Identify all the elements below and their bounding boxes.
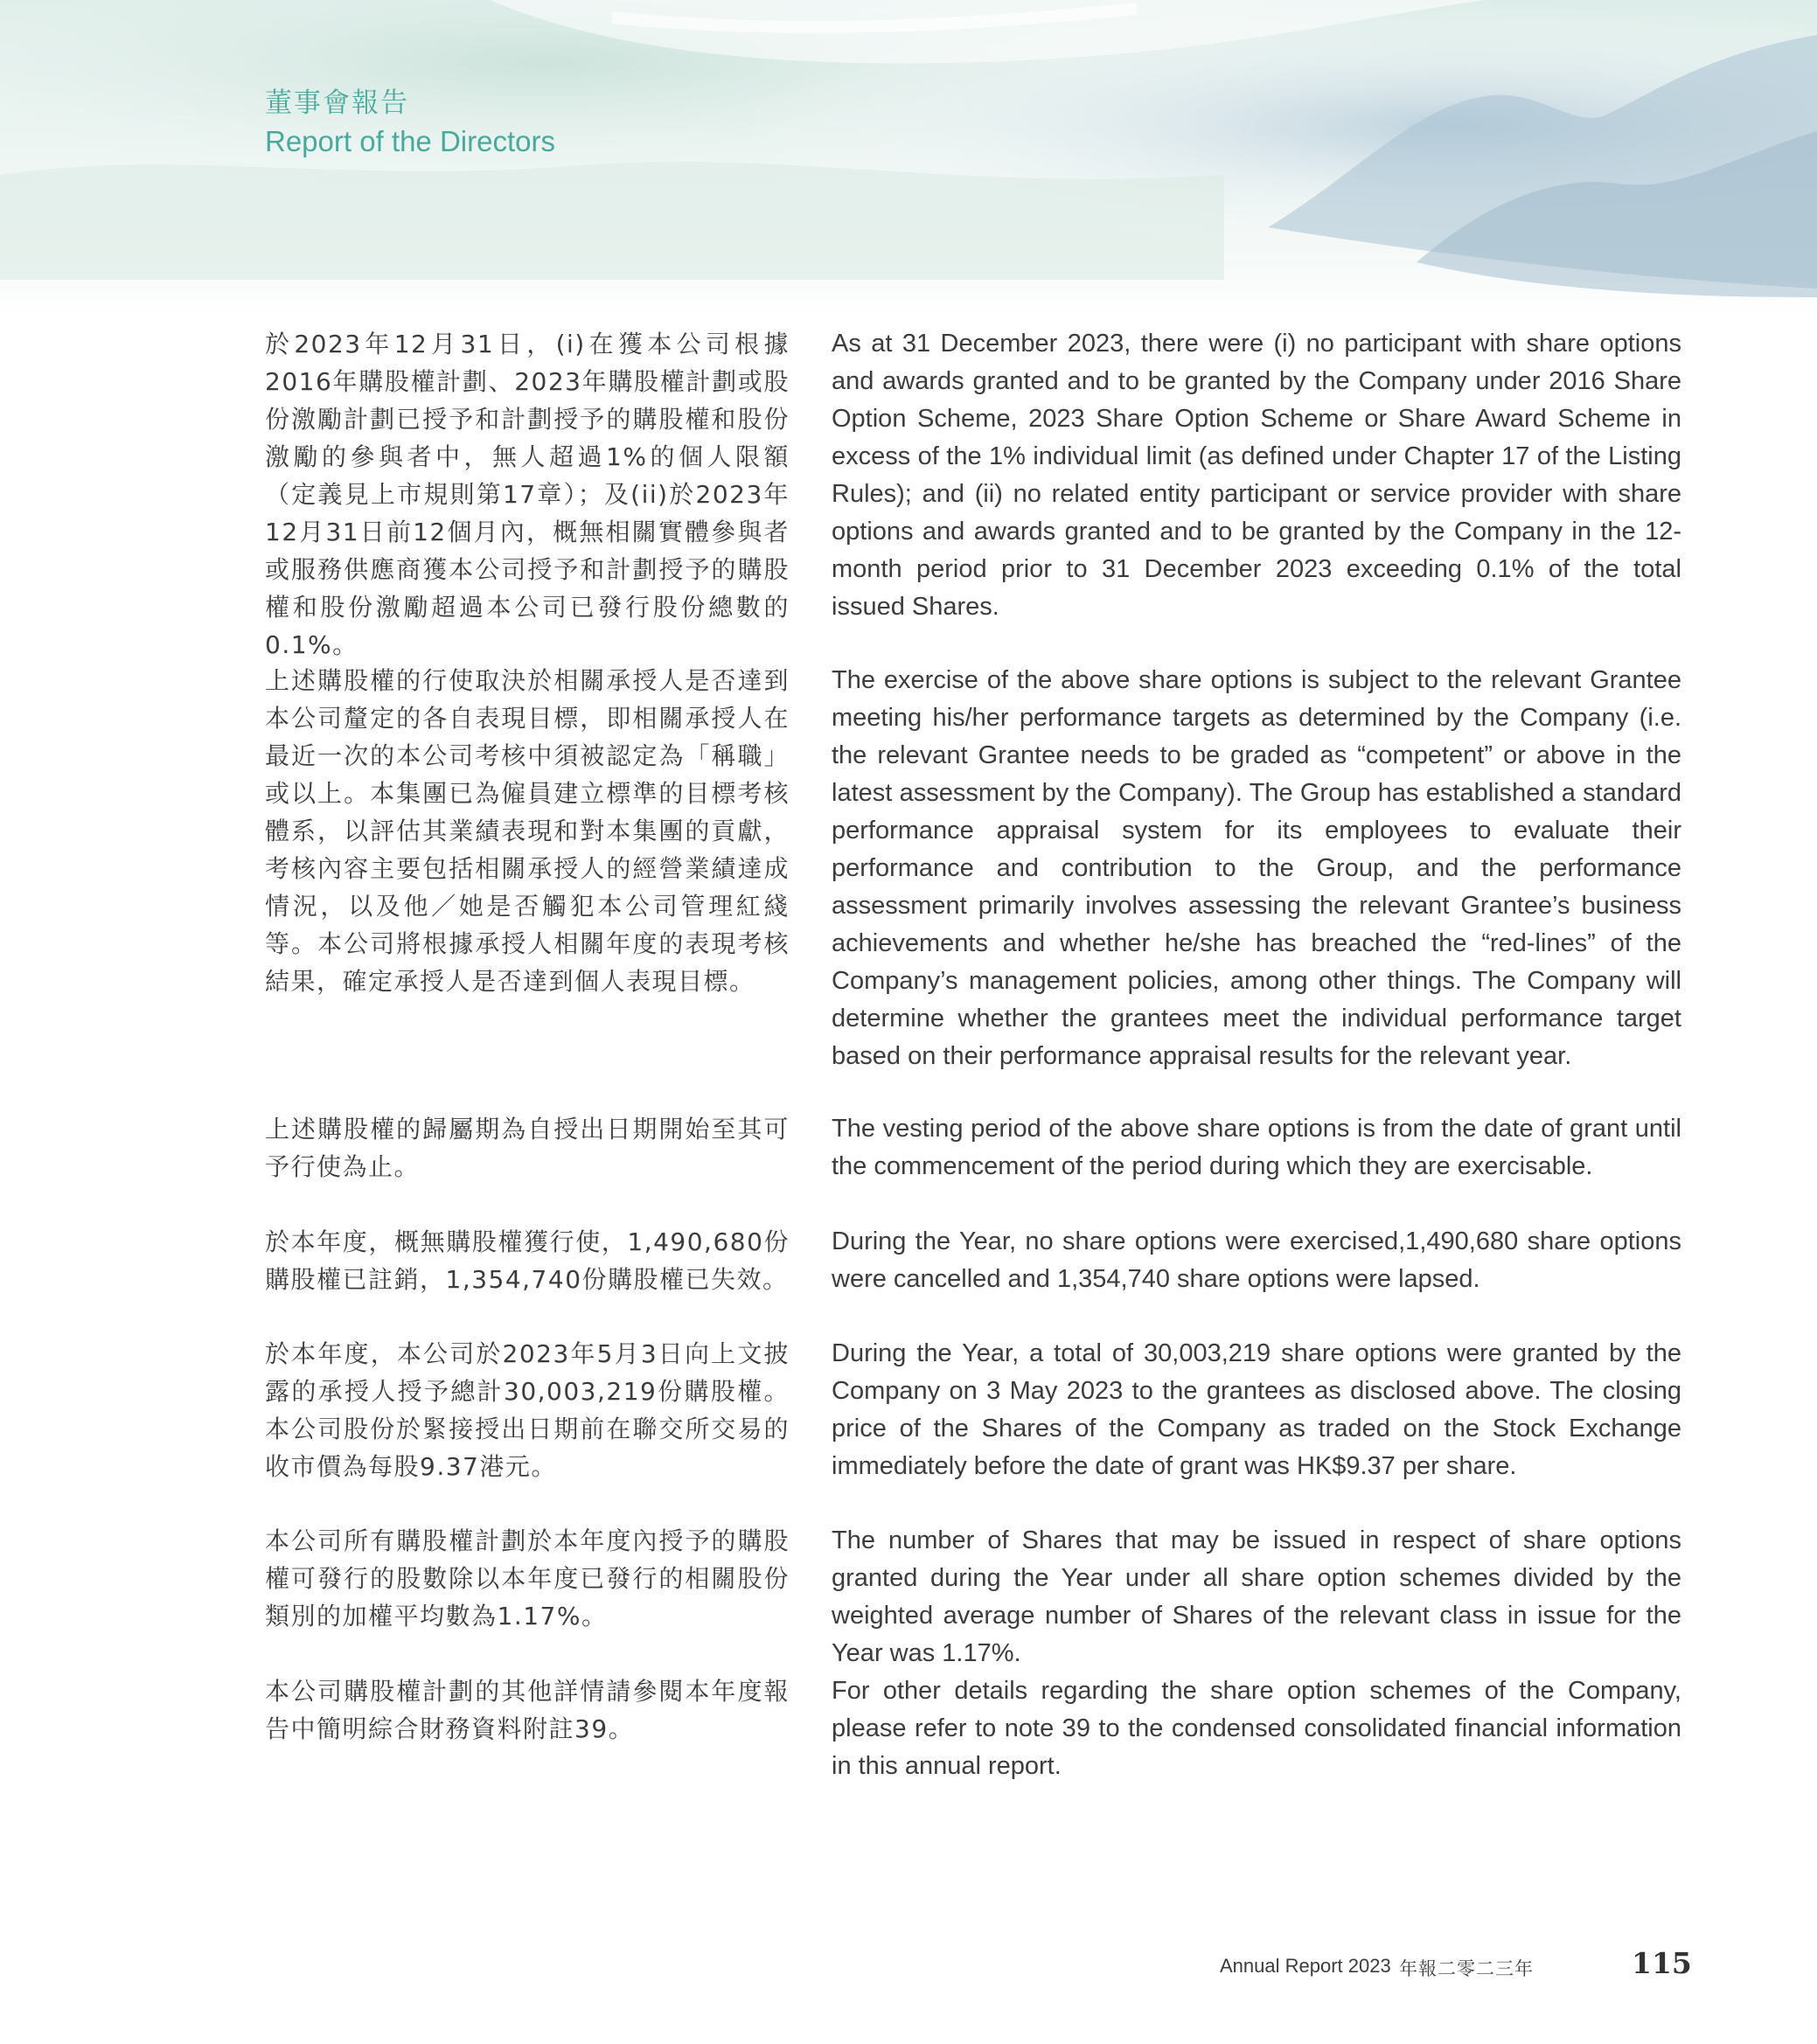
- page-footer: [0, 1946, 1817, 1990]
- paragraph-en: The exercise of the above share options is subject to the relevant Grantee meeting his/her performance targets as determined by the Company (i.e. the relevant Grantee needs to be graded as “competent” or above in the latest assessment by the Company). The Group has established a standard performance appraisal system for its employees to evaluate their performance and contribution to the Group, and the performance assessment primarily involves assessing the relevant Grantee’s business achievements and whether he/she has breached the “red-lines” of the Company’s management policies, among other things. The Company will determine whether the grantees meet the individual performance target based on their performance appraisal results for the relevant year.: [832, 666, 1681, 1070]
- paragraph-en: The number of Shares that may be issued in respect of share options granted during the Year under all share option schemes divided by the weighted average number of Shares of the relevant class in issue for the Year was 1.17%.: [832, 1526, 1681, 1667]
- header-title-en: Report of the Directors: [265, 125, 555, 157]
- paragraph-zh: 於2023年12月31日，(i)在獲本公司根據2016年購股權計劃、2023年購股權計劃或股份激勵計劃已授予和計劃授予的購股權和股份激勵的參與者中，無人超過1%的個人限額（定義見上市規則第17章）；及(ii)於2023年12月31日前12個月內，概無相關實體參與者或服務供應商獲本公司授予和計劃授予的購股權和股份激勵超過本公司已發行股份總數的0.1%。: [265, 330, 790, 659]
- page-header: [265, 84, 877, 161]
- paragraph-zh: 本公司所有購股權計劃於本年度內授予的購股權可發行的股數除以本年度已發行的相關股份類別的加權平均數為1.17%。: [265, 1526, 790, 1630]
- page-number: 115: [1632, 1946, 1692, 1980]
- footer-report-label-zh: 年報二零二三年: [1399, 1958, 1534, 1979]
- paragraph-en: During the Year, no share options were exercised,1,490,680 share options were cancelled and 1,354,740 share options were lapsed.: [832, 1227, 1681, 1293]
- paragraph-en: During the Year, a total of 30,003,219 share options were granted by the Company on 3 May 2023 to the grantees as disclosed above. The closing price of the Shares of the Company as traded on the Stock Exchange immediately before the date of grant was HK$9.37 per share.: [832, 1339, 1681, 1480]
- paragraph-en: As at 31 December 2023, there were (i) no participant with share options and awards granted and to be granted by the Company under 2016 Share Option Scheme, 2023 Share Option Scheme or Share Award Scheme in excess of the 1% individual limit (as defined under Chapter 17 of the Listing Rules); and (ii) no related entity participant or service provider with share options and awards granted and to be granted by the Company in the 12-month period prior to 31 December 2023 exceeding 0.1% of the total issued Shares.: [832, 330, 1681, 621]
- paragraph-zh: 上述購股權的歸屬期為自授出日期開始至其可予行使為止。: [265, 1115, 790, 1181]
- footer-report-label: Annual Report 2023: [1220, 1955, 1391, 1977]
- header-title-zh: 董事會報告: [265, 87, 409, 119]
- paragraph-zh: 於本年度，概無購股權獲行使，1,490,680份購股權已註銷，1,354,740份購股權已失效。: [265, 1227, 790, 1294]
- paragraph-zh: 於本年度，本公司於2023年5月3日向上文披露的承授人授予總計30,003,219份購股權。本公司股份於緊接授出日期前在聯交所交易的收市價為每股9.37港元。: [265, 1339, 790, 1481]
- paragraph-zh: 本公司購股權計劃的其他詳情請參閱本年度報告中簡明綜合財務資料附註39。: [265, 1677, 790, 1743]
- paragraph-en: For other details regarding the share option schemes of the Company, please refer to note 39 to the condensed consolidated financial information in this annual report.: [832, 1677, 1681, 1780]
- paragraph-zh: 上述購股權的行使取決於相關承授人是否達到本公司釐定的各自表現目標，即相關承授人在最近一次的本公司考核中須被認定為「稱職」或以上。本集團已為僱員建立標準的目標考核體系，以評估其業績表現和對本集團的貢獻，考核內容主要包括相關承授人的經營業績達成情況，以及他／她是否觸犯本公司管理紅綫等。本公司將根據承授人相關年度的表現考核結果，確定承授人是否達到個人表現目標。: [265, 666, 790, 996]
- paragraph-en: The vesting period of the above share options is from the date of grant until the commencement of the period during which they are exercisable.: [832, 1115, 1681, 1180]
